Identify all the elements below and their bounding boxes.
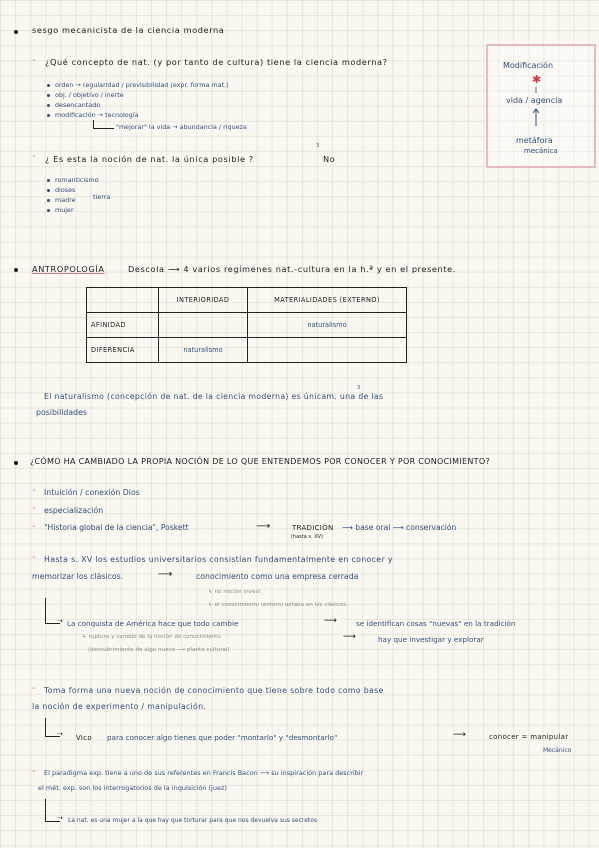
q1-item: orden → regularidad / previsibilidad (expr. forma mat.)	[55, 81, 229, 89]
star-icon: ✱	[532, 73, 542, 86]
paradigma-text: el mét. exp. son los interrogatorios de la inquisición (juez)	[38, 784, 227, 792]
diagram-arrow	[486, 44, 592, 164]
diagram-top: Modificación	[503, 61, 554, 70]
section-heading: ANTROPOLOGÍA	[32, 264, 105, 274]
section-text: Descola ⟶ 4 varios regímenes nat.-cultura en la h.ª y en el presente.	[128, 264, 457, 274]
page-title: sesgo mecanicista de la ciencia moderna	[32, 25, 225, 35]
q1-item: modificación → tecnología	[55, 111, 139, 119]
grey-note-text: el conocimiento (entero) estaba en los clásicos.	[214, 602, 348, 608]
table-cell: naturalismo	[159, 338, 248, 363]
bullet-dot	[47, 104, 50, 107]
hasta-text: Hasta s. XV los estudios universitarios consistían fundamentalmente en conocer y	[44, 555, 393, 564]
regimes-table	[86, 287, 407, 363]
grey-note: ↳ no noción invest.	[208, 589, 263, 595]
dash-marker: -	[32, 55, 36, 66]
bullet-dot	[14, 461, 18, 465]
footnote-mark: 3	[357, 385, 361, 391]
question-1: ¿Qué concepto de nat. (y por tanto de cultura) tiene la ciencia moderna?	[45, 57, 388, 67]
bullet-dot	[14, 30, 18, 34]
ruptura-text: hay que investigar y explorar	[378, 635, 484, 644]
vico-text: para conocer algo tienes que poder "montarlo" y "desmontarlo"	[107, 733, 338, 742]
diagram-middle: vida / agencia	[506, 96, 563, 105]
table-row-label: DIFERENCIA	[87, 338, 159, 363]
hasta-text: conocimiento como una empresa cerrada	[196, 572, 359, 581]
q1-item: obj. / objetivo / inerte	[55, 91, 124, 99]
bullet-dot	[14, 268, 18, 272]
arrow-icon: ⟶	[324, 616, 337, 626]
q1-item: desencantado	[55, 101, 101, 109]
mecanico-label: Mecánico	[543, 747, 572, 754]
arrow-icon: ➝	[57, 617, 63, 625]
q2-item: tierra	[93, 193, 111, 201]
arrow-icon: ⟶	[343, 632, 356, 642]
table-cell	[87, 288, 159, 313]
grey-note-text: no noción invest.	[214, 589, 263, 595]
hasta-text: memorizar los clásicos.	[32, 572, 124, 581]
bullet-dot	[47, 209, 50, 212]
naturalismo-note: El naturalismo (concepción de nat. de la ciencia moderna) es únicam. una de las	[44, 392, 384, 401]
conquista-text: se identifican cosas "nuevas" en la tradición	[356, 619, 516, 628]
arrow-icon: ⟶	[256, 521, 271, 532]
conquista-text: La conquista de América hace que todo cambie	[67, 619, 239, 628]
tradicion-rest: ⟶ base oral ⟶ conservación	[342, 523, 457, 532]
q2-item: madre	[55, 196, 76, 204]
tradicion-label: TRADICIÓN	[292, 524, 334, 532]
diagram-bottom: metáfora	[516, 136, 553, 145]
q2-item: mujer	[55, 206, 74, 214]
naturalismo-note: posibilidades	[36, 408, 87, 417]
bullet-dot	[47, 84, 50, 87]
table-cell	[159, 313, 248, 338]
table-header: INTERIORIDAD	[159, 288, 248, 313]
ruptura-text: ↳ ruptura y cambio de la noción de conocimiento	[82, 634, 221, 640]
grey-note: ↳ el conocimiento (entero) estaba en los clásicos.	[208, 602, 348, 608]
arrow-icon: ⟶	[158, 569, 173, 580]
bullet-dot	[47, 199, 50, 202]
footnote-mark: 3	[316, 143, 320, 149]
descubrimiento-text: (descubrimiento de algo nuevo ⟶ planta cultural)	[88, 647, 230, 653]
q3-item: especialización	[44, 506, 104, 515]
bullet-dot	[47, 189, 50, 192]
arrow-icon: ⟶	[453, 730, 466, 740]
q1-item: "mejorar" la vida → abundancia / riqueza	[116, 123, 247, 131]
toma-text: la noción de experimento / manipulación.	[32, 702, 207, 711]
question-3: ¿CÓMO HA CAMBIADO LA PROPIA NOCIÓN DE LO QUE ENTENDEMOS POR CONOCER Y POR CONOCIMIENTO?	[30, 457, 491, 466]
ruptura-label: ruptura y cambio de la noción de conocimiento	[88, 634, 221, 640]
question-2: ¿ Es esta la noción de nat. la única posible ?	[45, 154, 254, 164]
arrow-icon: ➝	[57, 814, 63, 822]
dash-marker: -	[32, 151, 36, 162]
table-row-label: AFINIDAD	[87, 313, 159, 338]
table-cell: naturalismo	[248, 313, 407, 338]
bullet-dot	[47, 179, 50, 182]
table-row	[87, 313, 407, 338]
conocer-label: conocer = manipular	[489, 733, 569, 741]
connector-l	[93, 120, 114, 129]
diagram-bottom: mecánica	[524, 147, 558, 155]
q2-answer: No	[323, 154, 336, 164]
dash-marker: -	[32, 485, 36, 496]
q2-item: dioses	[55, 186, 76, 194]
toma-text: Toma forma una nueva noción de conocimiento que tiene sobre todo como base	[44, 686, 384, 695]
table-row	[87, 288, 407, 313]
dash-marker: -	[32, 503, 36, 514]
bullet-dot	[47, 114, 50, 117]
vico-label: Vico	[76, 734, 92, 742]
dash-marker: -	[32, 552, 36, 563]
dash-marker: -	[32, 683, 36, 694]
paradigma-text: La nat. es una mujer a la que hay que torturar para que nos devuelva sus secretos	[68, 817, 318, 824]
q3-item: Intuición / conexión Dios	[44, 488, 140, 497]
paradigma-text: El paradigma exp. tiene a uno de sus referentes en Francis Bacon ⟶ su inspiración para describir	[44, 769, 364, 777]
table-row	[87, 338, 407, 363]
dash-marker: -	[32, 766, 36, 777]
dash-marker: -	[32, 521, 36, 532]
table-header: MATERIALIDADES (EXTERNO)	[248, 288, 407, 313]
tradicion-sub: (hasta s. XV)	[291, 534, 323, 540]
q2-item: romanticismo	[55, 176, 99, 184]
arrow-icon: ➝	[57, 730, 63, 738]
table-cell	[248, 338, 407, 363]
bullet-dot	[47, 94, 50, 97]
q3-item: "Historia global de la ciencia", Poskett	[44, 523, 189, 532]
